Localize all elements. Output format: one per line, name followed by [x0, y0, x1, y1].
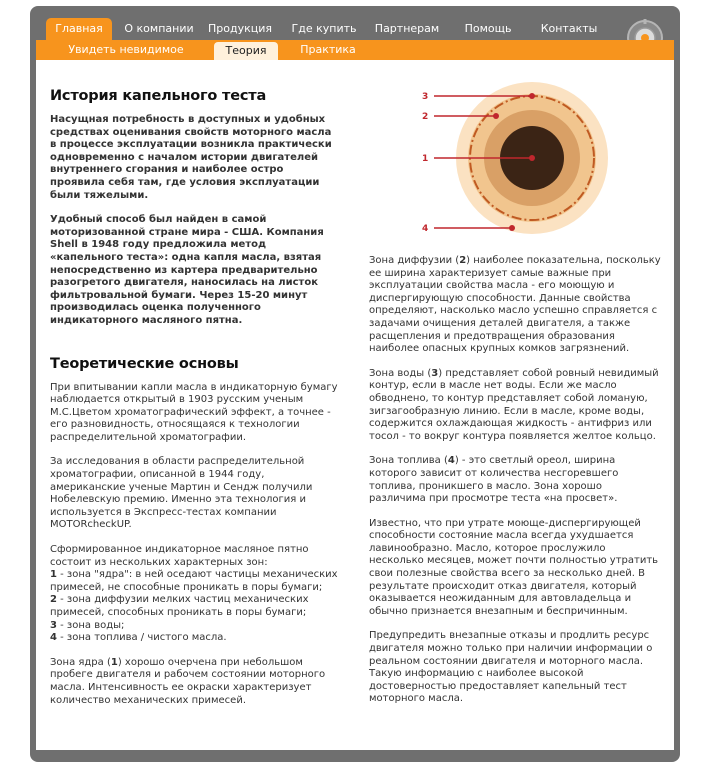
nav-where-to-buy[interactable]: Где купить [291, 22, 357, 35]
zone-item-1: 1 - зона "ядра": в ней оседают частицы механических примесей, не способные проникать в поры бумаги; [50, 569, 338, 593]
zone-item-4: 4 - зона топлива / чистого масла. [50, 632, 227, 644]
right-column [369, 255, 661, 718]
subnav-theory[interactable]: Теория [214, 42, 278, 60]
prevention-paragraph: Предупредить внезапные отказы и продлить ресурс двигателя можно только при наличии информации о реальном состоянии двигателя и моторного масла. Такую информацию с наиболее высокой достоверностью предоставляет капельный тест моторного масла. [369, 630, 653, 705]
zone-item-3: 3 - зона воды; [50, 619, 125, 631]
history-paragraph-1: Насущная потребность в доступных и удобных средствах оценивания свойств моторного масла в процессе эксплуатации возникла практически одновременно с началом истории двигателей внутреннего сгорания и наиболее остро проявила себя там, где условия эксплуатации были тяжелыми. [50, 114, 332, 201]
oil-spot-diagram [404, 74, 644, 242]
nav-home[interactable]: Главная [46, 18, 112, 40]
nav-contacts[interactable]: Контакты [540, 22, 598, 35]
diagram-label-4: 4 [422, 224, 429, 234]
theory-paragraph-2: За исследования в области распределительной хроматографии, описанной в 1944 году, американские ученые Мартин и Сендж получили Нобелевскую премию. Именно эта технология и используется в Экспресс-тестах компании MOTORcheckUP. [50, 456, 313, 531]
diagram-label-1: 1 [422, 154, 429, 164]
diagram-label-3: 3 [422, 92, 429, 102]
zone-item-2: 2 - зона диффузии мелких частиц механических примесей, способных проникать в поры бумаги; [50, 594, 309, 618]
main-nav [36, 18, 616, 40]
nav-about[interactable]: О компании [124, 22, 194, 35]
water-zone-paragraph: Зона воды (3) представляет собой ровный невидимый контур, если в масле нет воды. Если же масло обводнено, то контур представляет собой ломаную, зигзагообразную линию. Если в масле, кроме воды, содержится охлаждающая жидкость - антифриз или тосол - то вокруг контура появляется желтое кольцо. [369, 367, 659, 442]
theory-heading: Теоретические основы [50, 355, 239, 372]
fuel-zone-paragraph: Зона топлива (4) - это светлый ореол, ширина которого зависит от количества несгоревшего топлива, проникшего в масло. Зона хорошо различима при просмотре теста «на просвет». [369, 455, 619, 505]
nav-partners[interactable]: Партнерам [374, 22, 440, 35]
history-paragraph-2: Удобный способ был найден в самой моторизованной стране мира - США. Компания Shell в 1948 году предложила метод «капельного теста»: одна капля масла, взятая непосредственно из картера предварительно разогретого двигателя, наносилась на листок фильтровальной бумаги. Через 15-20 минут производилась оценка полученного индикаторного масляного пятна. [50, 214, 324, 326]
sub-nav [36, 40, 674, 60]
theory-paragraph-1: При впитывании капли масла в индикаторную бумагу наблюдается открытый в 1903 русским ученым М.С.Цветом хроматографический эффект, а точнее - его разновидность, относящаяся к технологии распределительной хроматографии. [50, 381, 338, 443]
history-heading: История капельного теста [50, 88, 267, 104]
zones-list [50, 544, 340, 645]
failure-paragraph: Известно, что при утрате моюще-диспергирующей способности состояние масла всегда ухудшается лавинообразно. Масло, которое прослужило несколько месяцев, может почти полностью утратить свои полезные свойства всего за несколько дней. В результате происходит отказ двигателя, который оказывается неожиданным для автовладельца и обычно признается внезапным и беспричинным. [369, 517, 659, 617]
subnav-see-invisible[interactable]: Увидеть невидимое [68, 43, 184, 56]
left-column [50, 88, 340, 719]
content-area [36, 60, 674, 750]
zones-intro: Сформированное индикаторное масляное пятно состоит из нескольких характерных зон: [50, 544, 309, 568]
subnav-practice[interactable]: Практика [300, 43, 356, 56]
nav-products[interactable]: Продукция [208, 22, 272, 35]
nav-help[interactable]: Помощь [464, 22, 512, 35]
diagram-label-2: 2 [422, 112, 429, 122]
diffusion-zone-paragraph: Зона диффузии (2) наиболее показательна, поскольку ее ширина характеризует самые важные при эксплуатации свойства масла - его моющую и диспергирующую способности. Данные свойства определяют, насколько масло успешно справляется с задачами очищения деталей двигателя, а также расщепления и предотвращения образования наиболее опасных крупных комков загрязнений. [369, 255, 661, 355]
core-zone-paragraph: Зона ядра (1) хорошо очерчена при небольшом пробеге двигателя и рабочем состоянии моторного масла. Интенсивность ее окраски характеризует количество механических примесей. [50, 656, 326, 706]
